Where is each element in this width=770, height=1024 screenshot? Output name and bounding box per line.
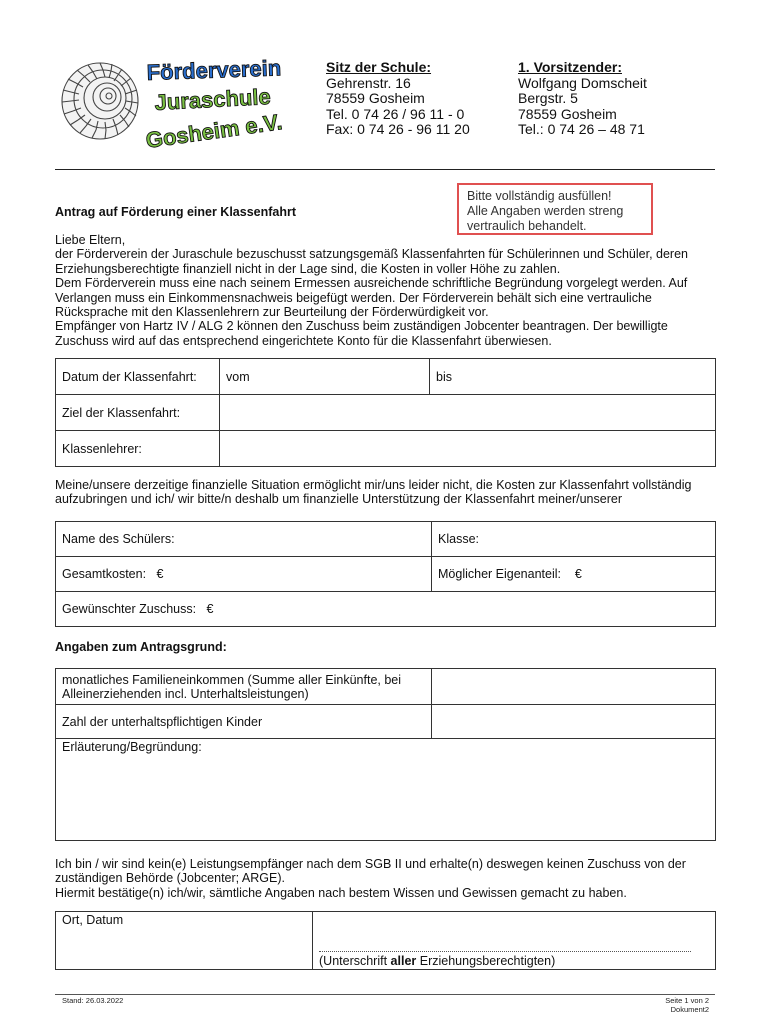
euro-sign: € [156,567,164,581]
school-tel: Tel. 0 74 26 / 96 11 - 0 [326,105,465,122]
intro-text [55,233,720,348]
declaration-text [55,857,720,900]
euro-sign: € [206,602,214,616]
declaration-line: zuständigen Behörde (Jobcenter; ARGE). [55,871,285,886]
situation-line: aufzubringen und ich/ wir bitte/n deshalb um finanzielle Unterstützung der Klassenfahrt meiner/unserer [55,492,622,507]
signature-prefix: (Unterschrift [319,954,391,968]
trip-table [55,358,716,467]
chair-heading: 1. Vorsitzender: [518,59,622,75]
signature-suffix: Erziehungsberechtigten) [416,954,556,968]
student-name-label: Name des Schülers: [62,532,175,546]
class-teacher-field[interactable] [220,431,716,467]
children-count-field[interactable] [432,705,716,739]
intro-line: Empfänger von Hartz IV / ALG 2 können den Zuschuss beim zuständigen Jobcenter beantragen. Der bewilligte [55,319,668,334]
logo-line3: Gosheim e.V. [144,109,284,153]
intro-line: der Förderverein der Juraschule bezuschusst satzungsgemäß Klassenfahrten für Schülerinnen und Schüler, deren [55,247,688,262]
signature-table [55,911,716,970]
notice-line1: Bitte vollständig ausfüllen! [467,189,612,203]
school-heading: Sitz der Schule: [326,59,432,75]
footer-page: Seite 1 von 2 [665,996,709,1005]
intro-line: Rücksprache mit den Klassenlehrern zur Beurteilung der Förderwürdigkeit vor. [55,305,489,320]
family-income-line1: monatliches Familieneinkommen (Summe aller Einkünfte, bei [62,672,402,687]
explanation-field[interactable] [56,739,716,841]
footer-divider [55,994,715,995]
family-income-line2: Alleinerziehenden incl. Unterhaltsleistungen) [62,686,309,701]
student-name-field[interactable] [56,522,432,557]
chair-address [518,60,647,138]
reason-heading: Angaben zum Antragsgrund: [55,640,227,654]
school-street: Gehrenstr. 16 [326,74,411,91]
footer-page-info [665,996,709,1014]
confidential-notice [457,183,653,235]
requested-grant-label: Gewünschter Zuschuss: [62,602,197,616]
chair-name: Wolfgang Domscheit [518,74,647,91]
total-cost-field[interactable] [56,557,432,592]
trip-destination-label: Ziel der Klassenfahrt: [56,395,220,431]
signature-bold: aller [390,954,417,968]
chair-street: Bergstr. 5 [518,90,578,106]
own-share-field[interactable] [432,557,716,592]
own-share-label: Möglicher Eigenanteil: [438,567,561,581]
notice-line2: Alle Angaben werden streng [467,204,624,218]
trip-destination-field[interactable] [220,395,716,431]
declaration-line: Ich bin / wir sind kein(e) Leistungsempfänger nach dem SGB II und erhalte(n) deswegen keinen Zuschuss von der [55,857,686,871]
situation-line: Meine/unsere derzeitige finanzielle Situation ermöglicht mir/uns leider nicht, die Kosten zur Klassenfahrt vollständig [55,478,692,492]
reason-table [55,668,716,841]
class-teacher-label: Klassenlehrer: [56,431,220,467]
student-class-label: Klasse: [438,532,479,546]
trip-to-field[interactable] [430,359,716,395]
euro-sign: € [574,567,582,581]
school-address [326,60,470,138]
logo-line2: Juraschule [153,83,272,115]
student-table [55,521,716,627]
children-count-label: Zahl der unterhaltspflichtigen Kinder [56,705,432,739]
family-income-field[interactable] [432,669,716,705]
intro-line: Verlangen muss ein Einkommensnachweis beigefügt werden. Der Förderverein behält sich eine vertrauliche [55,290,652,305]
footer-doc: Dokument2 [670,1005,709,1014]
student-class-field[interactable] [432,522,716,557]
chair-tel: Tel.: 0 74 26 – 48 71 [518,121,645,137]
intro-line: Zuschuss wird auf das entsprechend eingerichtete Konto für die Klassenfahrt überwiesen. [55,333,552,348]
declaration-line: Hiermit bestätige(n) ich/wir, sämtliche Angaben nach bestem Wissen und Gewissen gemacht zu haben. [55,885,627,900]
form-title: Antrag auf Förderung einer Klassenfahrt [55,205,297,219]
situation-text [55,478,720,507]
trip-from-field[interactable] [220,359,430,395]
chair-city: 78559 Gosheim [518,105,617,122]
intro-line: Liebe Eltern, [55,233,126,247]
school-fax: Fax: 0 74 26 - 96 11 20 [326,121,470,137]
signature-field[interactable] [313,912,716,970]
intro-line: Dem Förderverein muss eine nach seinem Ermessen ausreichende schriftliche Begründung vorgelegt werden. Auf [55,276,688,291]
trip-to-label: bis [436,369,452,384]
logo [55,55,320,160]
trip-date-label: Datum der Klassenfahrt: [56,359,220,395]
requested-grant-field[interactable] [56,592,716,627]
explanation-label: Erläuterung/Begründung: [62,740,202,754]
place-date-field[interactable] [56,912,313,970]
ammonite-logo-icon [55,55,320,160]
school-city: 78559 Gosheim [326,90,425,106]
place-date-label: Ort, Datum [62,913,124,927]
trip-from-label: vom [226,369,250,384]
signature-line [319,951,691,952]
intro-line: Erziehungsberechtigte finanziell nicht in der Lage sind, die Kosten in voller Höhe zu zahlen. [55,261,561,276]
notice-line3: vertraulich behandelt. [467,219,587,233]
family-income-label [56,669,432,705]
total-cost-label: Gesamtkosten: [62,567,147,581]
header-divider [55,169,715,170]
logo-line1: Förderverein [146,55,282,85]
footer-date: Stand: 26.03.2022 [62,996,124,1005]
signature-caption [319,954,555,968]
